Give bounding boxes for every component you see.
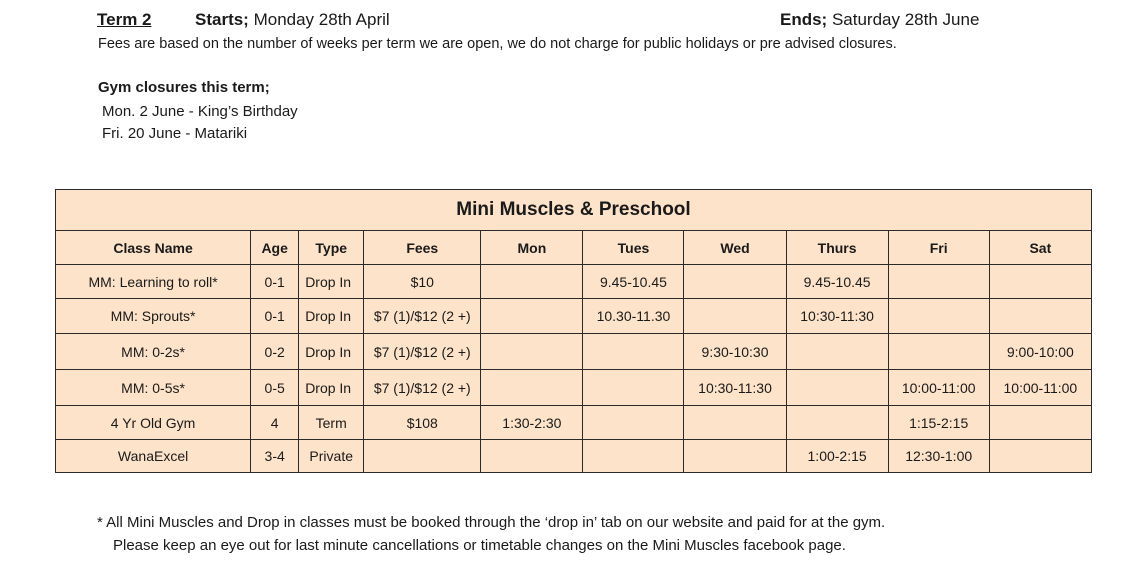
col-header: Wed [684,231,786,265]
table-cell: $7 (1)/$12 (2 +) [364,370,481,406]
table-row [56,440,1092,473]
closure-item: Mon. 2 June - King’s Birthday [102,103,298,120]
timetable [55,189,1092,473]
table-cell [481,265,583,299]
table-cell: 0-1 [251,299,299,334]
table-cell: WanaExcel [56,440,251,473]
table-cell [684,440,786,473]
table-cell: 0-2 [251,334,299,370]
table-cell: $108 [364,406,481,440]
table-cell [888,299,989,334]
col-header: Class Name [56,231,251,265]
table-cell [684,299,786,334]
table-cell [684,265,786,299]
table-cell [786,334,888,370]
table-cell: $7 (1)/$12 (2 +) [364,299,481,334]
table-cell: 1:00-2:15 [786,440,888,473]
table-cell [481,370,583,406]
table-cell: Drop In [299,370,364,406]
col-header: Fri [888,231,989,265]
table-cell: 4 Yr Old Gym [56,406,251,440]
table-cell: 9.45-10.45 [786,265,888,299]
table-cell: 1:30-2:30 [481,406,583,440]
table-cell: Term [299,406,364,440]
table-cell: Private [299,440,364,473]
closures-list [102,101,298,145]
timetable-title: Mini Muscles & Preschool [56,190,1092,231]
table-cell [583,370,684,406]
table-cell: 9:00-10:00 [989,334,1091,370]
table-cell [583,406,684,440]
table-cell: 9:30-10:30 [684,334,786,370]
table-cell: $10 [364,265,481,299]
table-cell: 10:00-11:00 [888,370,989,406]
footnote-line-1: * All Mini Muscles and Drop in classes must be booked through the ‘drop in’ tab on our website and paid for at the gym. [97,514,886,531]
table-cell: MM: Sprouts* [56,299,251,334]
table-cell [989,406,1091,440]
table-cell [786,370,888,406]
table-cell [888,334,989,370]
table-cell: $7 (1)/$12 (2 +) [364,334,481,370]
term-start [195,10,390,30]
table-cell [989,265,1091,299]
col-header: Thurs [786,231,888,265]
table-cell [888,265,989,299]
table-cell [364,440,481,473]
table-cell: MM: 0-5s* [56,370,251,406]
ends-value: Saturday 28th June [827,10,980,29]
table-cell [583,334,684,370]
table-row [56,334,1092,370]
table-cell [481,440,583,473]
table-row [56,406,1092,440]
table-cell: 0-5 [251,370,299,406]
table-cell: Drop In [299,299,364,334]
table-cell: Drop In [299,334,364,370]
table-cell [481,334,583,370]
col-header: Tues [583,231,684,265]
table-cell: MM: Learning to roll* [56,265,251,299]
fees-note: Fees are based on the number of weeks per term we are open, we do not charge for public holidays or pre advised closures. [98,36,897,52]
table-cell: 4 [251,406,299,440]
table-cell: 1:15-2:15 [888,406,989,440]
table-row [56,299,1092,334]
closures-title: Gym closures this term; [98,79,270,96]
table-cell [684,406,786,440]
footnote-line-2: Please keep an eye out for last minute cancellations or timetable changes on the Mini Muscles facebook page. [113,537,846,554]
table-cell: 10:30-11:30 [684,370,786,406]
table-cell: 10:30-11:30 [786,299,888,334]
table-cell [583,440,684,473]
starts-value: Monday 28th April [248,10,390,29]
table-cell: MM: 0-2s* [56,334,251,370]
term-end [780,10,979,30]
column-headers [56,231,1092,265]
table-cell [989,299,1091,334]
table-row [56,265,1092,299]
table-cell: 9.45-10.45 [583,265,684,299]
table-cell: Drop In [299,265,364,299]
table-row [56,370,1092,406]
ends-label: Ends; [780,10,828,29]
closure-item: Fri. 20 June - Matariki [102,125,248,142]
table-cell [989,440,1091,473]
col-header: Mon [481,231,583,265]
table-cell: 3-4 [251,440,299,473]
col-header: Fees [364,231,481,265]
col-header: Age [251,231,299,265]
col-header: Sat [989,231,1091,265]
table-cell: 10:00-11:00 [989,370,1091,406]
col-header: Type [299,231,364,265]
table-cell [481,299,583,334]
term-label: Term 2 [97,10,152,29]
table-cell [786,406,888,440]
table-cell: 0-1 [251,265,299,299]
starts-label: Starts; [195,10,249,29]
term-header [97,10,1097,34]
table-cell: 12:30-1:00 [888,440,989,473]
table-cell: 10.30-11.30 [583,299,684,334]
